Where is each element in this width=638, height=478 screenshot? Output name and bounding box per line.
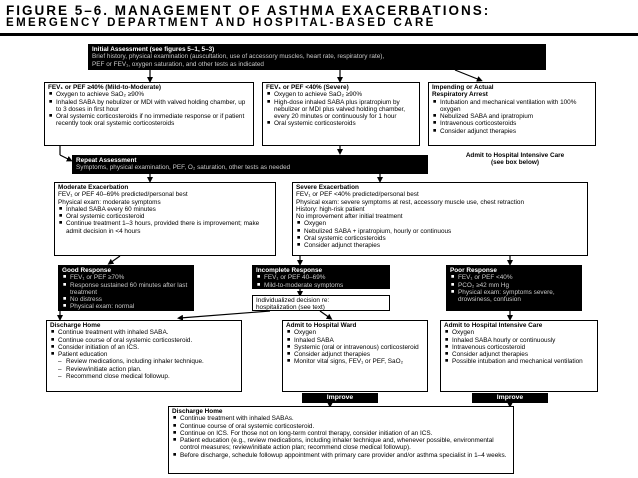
discharge-heading: Discharge Home: [50, 322, 101, 329]
repeat-assessment-box: [72, 155, 428, 174]
improve-label-icu: Improve: [472, 393, 548, 403]
decision-line: hospitalization (see text): [256, 304, 325, 311]
incomplete-response-box: [252, 265, 390, 289]
list-item: ■ Physical exam: normal: [62, 303, 190, 310]
moderate-heading: Moderate Exacerbation: [58, 184, 129, 191]
initial-assessment-line: PEF or FEV₁, oxygen saturation, and other tests as indicated: [92, 60, 264, 68]
list-item: ■ Monitor vital signs, FEV₁ or PEF, SaO₂: [286, 358, 424, 365]
final-discharge-box: [168, 406, 514, 474]
list-item: ■ Nebulized SABA and ipratropium: [432, 113, 592, 120]
repeat-assessment-line: Symptoms, physical examination, PEF, O₂ saturation, other tests as needed: [76, 164, 291, 172]
initial-assessment-line: Brief history, physical examination (auscultation, use of accessory muscles, heart rate, respiratory rate),: [92, 53, 385, 61]
admit-icu-note-line: (see box below): [491, 159, 539, 167]
decision-line: Individualized decision re:: [256, 297, 330, 304]
list-item: ■ Intubation and mechanical ventilation with 100% oxygen: [432, 99, 592, 114]
severe-line: FEV₁ or PEF <40% predicted/personal best: [296, 191, 419, 199]
individualized-decision-box: [252, 295, 390, 311]
list-item: ■ Continue course of oral systemic corticosteroid.: [50, 337, 238, 344]
list-item: ■ Oxygen: [296, 220, 584, 227]
severe-initial-box: [262, 82, 420, 146]
ward-heading: Admit to Hospital Ward: [286, 322, 357, 329]
list-item: ■ No distress: [62, 296, 190, 303]
list-item: ■ Before discharge, schedule followup appointment with primary care provider and/or asthma specialist in 1–4 weeks.: [172, 452, 510, 459]
list-item: ■ Systemic (oral or intravenous) corticosteroid: [286, 344, 424, 351]
list-item: ■ Continue on ICS. For those not on long-term control therapy, consider initiation of an ICS.: [172, 430, 510, 437]
discharge-home-box: [46, 320, 242, 392]
list-item: ■ Inhaled SABA every 60 minutes: [58, 206, 272, 213]
severe-line: Physical exam: severe symptoms at rest, accessory muscle use, chest retraction: [296, 198, 525, 206]
list-item: ■ Continue treatment with inhaled SABA.: [50, 329, 238, 336]
list-item: ■ Mild-to-moderate symptoms: [256, 282, 386, 289]
list-item: ■ Oxygen to achieve SaO₂ ≥90%: [48, 91, 250, 98]
list-item: ■ Nebulized SABA + ipratropium, hourly or continuous: [296, 228, 584, 235]
list-item: ■ Oral systemic corticosteroids: [296, 235, 584, 242]
figure-title: FIGURE 5–6. MANAGEMENT OF ASTHMA EXACERBATIONS:: [6, 3, 491, 18]
admit-icu-box: [440, 320, 598, 392]
admit-ward-box: [282, 320, 428, 392]
list-item: ■ Consider adjunct therapies: [432, 128, 592, 135]
moderate-exacerbation-box: [54, 182, 276, 256]
list-item: ■ Continue treatment with inhaled SABAs.: [172, 415, 510, 422]
severe-heading: Severe Exacerbation: [296, 184, 359, 191]
severe-exacerbation-box: [292, 182, 588, 256]
admit-icu-note-line: Admit to Hospital Intensive Care: [465, 152, 565, 159]
list-item: ■ Oxygen to achieve SaO₂ ≥90%: [266, 91, 416, 98]
list-item: ■ Oral systemic corticosteroid: [58, 213, 272, 220]
list-item: ■ Oral systemic corticosteroids: [266, 120, 416, 127]
list-item: ■ Inhaled SABA by nebulizer or MDI with valved holding chamber, up to 3 doses in first hour: [48, 99, 250, 114]
list-item: ■ Patient education: [50, 351, 238, 358]
list-item: ■ Oral systemic corticosteroids if no immediate response or if patient recently took oral systemic corticosteroids: [48, 113, 250, 128]
respiratory-arrest-box: [428, 82, 596, 146]
list-item: ■ Intravenous corticosteroids: [432, 120, 592, 127]
improve-label-ward: Improve: [302, 393, 378, 403]
list-item: ■ Consider initiation of an ICS.: [50, 344, 238, 351]
figure-subtitle: EMERGENCY DEPARTMENT AND HOSPITAL-BASED CARE: [6, 17, 436, 29]
initial-assessment-box: [88, 44, 546, 70]
list-subitem: – Review medications, including inhaler technique.: [50, 358, 238, 365]
arrest-heading: Impending or Actual: [432, 84, 494, 91]
list-item: ■ FEV₁ or PEF ≥70%: [62, 274, 190, 281]
mild-moderate-heading: FEV₁ or PEF ≥40% (Mild-to-Moderate): [48, 84, 162, 91]
list-item: ■ Consider adjunct therapies: [286, 351, 424, 358]
severe-line: History: high-risk patient: [296, 205, 365, 213]
list-item: ■ Possible intubation and mechanical ventilation: [444, 358, 594, 365]
icu-heading: Admit to Hospital Intensive Care: [444, 322, 543, 329]
list-item: ■ Intravenous corticosteroid: [444, 344, 594, 351]
list-subitem: – Recommend close medical followup.: [50, 373, 238, 380]
good-response-box: [58, 265, 194, 311]
poor-response-heading: Poor Response: [450, 267, 497, 274]
list-item: ■ Response sustained 60 minutes after last treatment: [62, 282, 190, 297]
list-item: ■ High-dose inhaled SABA plus ipratropium by nebulizer or MDI plus valved holding chamber, every 20 minutes or continuously for 1 hour: [266, 99, 416, 121]
moderate-line: Physical exam: moderate symptoms: [58, 198, 161, 206]
good-response-heading: Good Response: [62, 267, 112, 274]
list-item: ■ Continue treatment 1–3 hours, provided there is improvement; make admit decision in <4 hours: [58, 220, 272, 235]
final-discharge-heading: Discharge Home: [172, 408, 223, 415]
mild-moderate-box: [44, 82, 254, 146]
list-item: ■ Inhaled SABA hourly or continuously: [444, 337, 594, 344]
list-item: ■ Inhaled SABA: [286, 337, 424, 344]
list-item: ■ Physical exam: symptoms severe, drowsiness, confusion: [450, 289, 578, 304]
initial-assessment-heading: Initial Assessment (see figures 5–1, 5–3): [92, 46, 215, 53]
list-subitem: – Review/initiate action plan.: [50, 366, 238, 373]
list-item: ■ Patient education (e.g., review medications, including inhaler technique and, whenever possible, environmental control measures; review/initiate action plan; recommend close medical followup).: [172, 437, 510, 452]
list-item: ■ Consider adjunct therapies: [296, 242, 584, 249]
list-item: ■ PCO₂ ≥42 mm Hg: [450, 282, 578, 289]
severe-initial-heading: FEV₁ or PEF <40% (Severe): [266, 84, 349, 91]
list-item: ■ Continue course of oral systemic corticosteroid.: [172, 423, 510, 430]
poor-response-box: [446, 265, 582, 311]
list-item: ■ FEV₁ or PEF 40–69%: [256, 274, 386, 281]
incomplete-response-heading: Incomplete Response: [256, 267, 323, 274]
severe-line: No improvement after initial treatment: [296, 213, 403, 221]
admit-icu-note: [440, 152, 590, 167]
list-item: ■ FEV₁ or PEF <40%: [450, 274, 578, 281]
moderate-line: FEV₁ or PEF 40–69% predicted/personal best: [58, 191, 188, 199]
arrest-heading: Respiratory Arrest: [432, 91, 488, 99]
list-item: ■ Consider adjunct therapies: [444, 351, 594, 358]
repeat-assessment-heading: Repeat Assessment: [76, 157, 137, 164]
list-item: ■ Oxygen: [444, 329, 594, 336]
list-item: ■ Oxygen: [286, 329, 424, 336]
